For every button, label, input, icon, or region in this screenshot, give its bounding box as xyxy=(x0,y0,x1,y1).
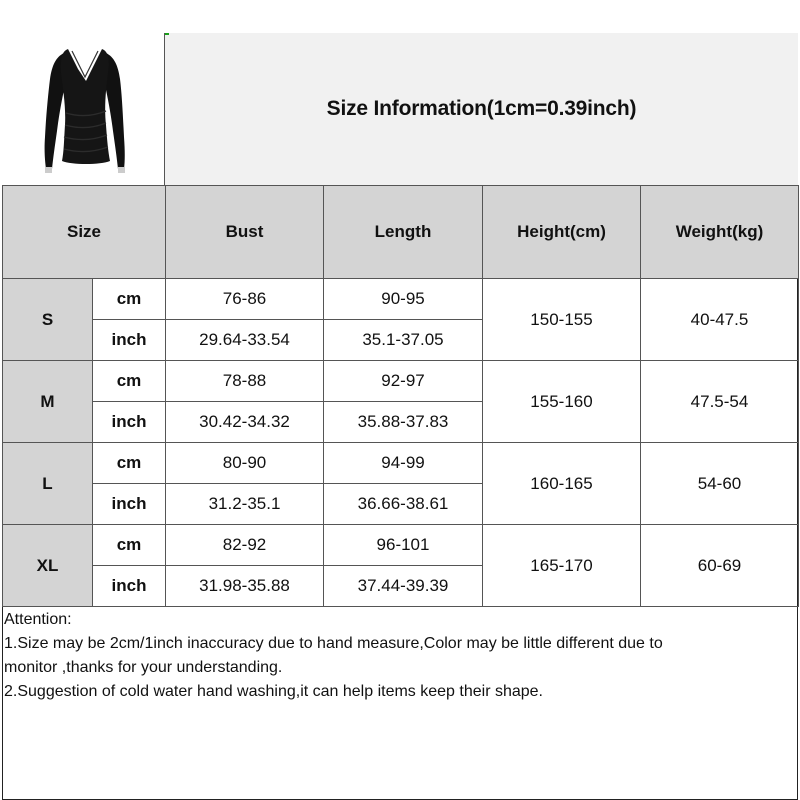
size-table xyxy=(2,185,799,607)
bust-cm-cell: 76-86 xyxy=(166,279,324,320)
bust-inch-cell: 31.2-35.1 xyxy=(166,484,324,525)
size-label: M xyxy=(3,361,93,443)
weight-cell: 60-69 xyxy=(641,525,799,607)
unit-label: cm xyxy=(93,443,166,484)
bust-cm-cell: 80-90 xyxy=(166,443,324,484)
notes-heading: Attention: xyxy=(4,611,72,628)
header-bust: Bust xyxy=(166,186,324,279)
unit-label: cm xyxy=(93,279,166,320)
unit-label: cm xyxy=(93,525,166,566)
height-cell: 150-155 xyxy=(483,279,641,361)
unit-label: inch xyxy=(93,484,166,525)
size-label: S xyxy=(3,279,93,361)
length-inch-cell: 35.1-37.05 xyxy=(324,320,483,361)
unit-label: inch xyxy=(93,320,166,361)
corner-marker xyxy=(165,33,169,35)
height-cell: 165-170 xyxy=(483,525,641,607)
header-size: Size xyxy=(3,186,166,279)
table-row xyxy=(3,525,799,566)
bust-inch-cell: 31.98-35.88 xyxy=(166,566,324,607)
weight-cell: 40-47.5 xyxy=(641,279,799,361)
product-photo-cell xyxy=(2,33,165,185)
length-cm-cell: 90-95 xyxy=(324,279,483,320)
weight-cell: 47.5-54 xyxy=(641,361,799,443)
unit-label: cm xyxy=(93,361,166,402)
title-cell xyxy=(165,33,798,185)
note-line-2: 2.Suggestion of cold water hand washing,it can help items keep their shape. xyxy=(4,683,543,700)
header-height: Height(cm) xyxy=(483,186,641,279)
length-inch-cell: 37.44-39.39 xyxy=(324,566,483,607)
bust-inch-cell: 30.42-34.32 xyxy=(166,402,324,443)
table-row xyxy=(3,279,799,320)
header-length: Length xyxy=(324,186,483,279)
height-cell: 160-165 xyxy=(483,443,641,525)
height-cell: 155-160 xyxy=(483,361,641,443)
length-inch-cell: 35.88-37.83 xyxy=(324,402,483,443)
length-inch-cell: 36.66-38.61 xyxy=(324,484,483,525)
length-cm-cell: 92-97 xyxy=(324,361,483,402)
length-cm-cell: 94-99 xyxy=(324,443,483,484)
note-line-1: 1.Size may be 2cm/1inch inaccuracy due to hand measure,Color may be little different due to xyxy=(4,635,663,652)
table-row xyxy=(3,443,799,484)
size-label: L xyxy=(3,443,93,525)
size-label: XL xyxy=(3,525,93,607)
table-header-row xyxy=(3,186,799,279)
bust-cm-cell: 82-92 xyxy=(166,525,324,566)
black-dress-icon xyxy=(2,33,165,185)
bust-cm-cell: 78-88 xyxy=(166,361,324,402)
attention-notes xyxy=(4,608,796,704)
bust-inch-cell: 29.64-33.54 xyxy=(166,320,324,361)
header-weight: Weight(kg) xyxy=(641,186,799,279)
unit-label: inch xyxy=(93,566,166,607)
unit-label: inch xyxy=(93,402,166,443)
length-cm-cell: 96-101 xyxy=(324,525,483,566)
weight-cell: 54-60 xyxy=(641,443,799,525)
page-title: Size Information(1cm=0.39inch) xyxy=(326,97,637,120)
table-row xyxy=(3,361,799,402)
note-line-1-continued: monitor ,thanks for your understanding. xyxy=(4,659,283,676)
